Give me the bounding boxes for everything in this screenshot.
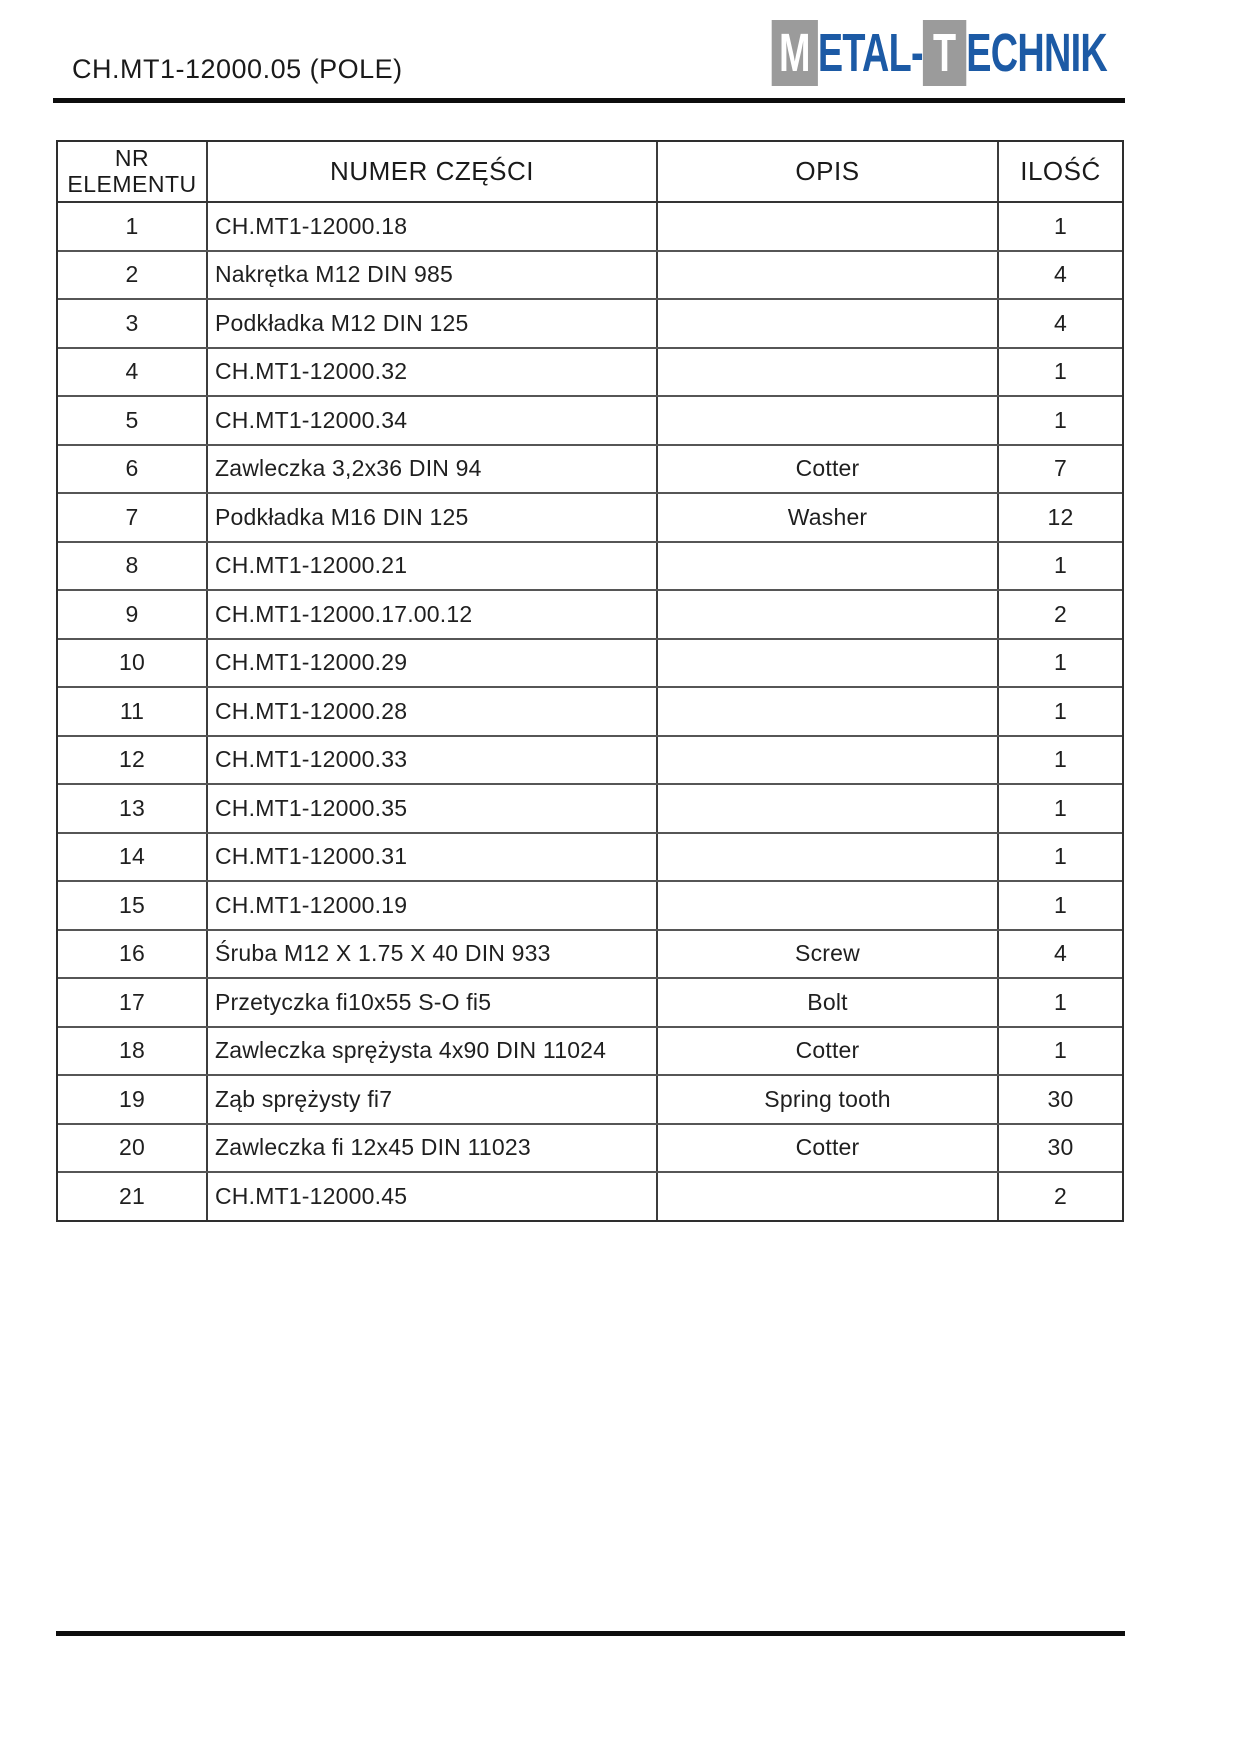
cell-part: Nakrętka M12 DIN 985: [208, 252, 658, 299]
cell-part: CH.MT1-12000.19: [208, 882, 658, 929]
cell-qty: 1: [1054, 746, 1067, 773]
cell-nr: 15: [58, 882, 208, 929]
cell-part: CH.MT1-12000.28: [208, 688, 658, 735]
cell-opis: [658, 882, 999, 929]
cell-qty: 1: [1054, 891, 1067, 918]
table-row: [58, 250, 1122, 299]
logo-letter-m: M: [779, 23, 811, 83]
cell-nr: 2: [58, 252, 208, 299]
table-row: [58, 492, 1122, 541]
cell-part: CH.MT1-12000.34: [208, 397, 658, 444]
cell-part: Zawleczka fi 12x45 DIN 11023: [208, 1125, 658, 1172]
cell-part: CH.MT1-12000.17.00.12: [208, 591, 658, 638]
table-header-row: [58, 142, 1122, 201]
logo-letter-t: T: [933, 23, 957, 83]
cell-nr: 21: [58, 1173, 208, 1220]
cell-part: Przetyczka fi10x55 S-O fi5: [208, 979, 658, 1026]
cell-qty: 4: [1054, 940, 1067, 967]
cell-opis: [658, 252, 999, 299]
cell-opis: [658, 203, 999, 250]
cell-nr: 10: [58, 640, 208, 687]
cell-qty: 30: [1047, 1134, 1074, 1161]
cell-qty: 1: [1054, 406, 1067, 433]
cell-nr: 14: [58, 834, 208, 881]
cell-opis: [658, 640, 999, 687]
table-body: [58, 201, 1122, 1220]
cell-nr: 18: [58, 1028, 208, 1075]
table-row: [58, 589, 1122, 638]
table-row: [58, 298, 1122, 347]
cell-qty: 12: [1047, 503, 1074, 530]
cell-nr: 3: [58, 300, 208, 347]
table-row: [58, 1123, 1122, 1172]
cell-nr: 12: [58, 737, 208, 784]
cell-nr: 4: [58, 349, 208, 396]
cell-opis: [658, 543, 999, 590]
header-divider: [53, 98, 1125, 103]
cell-opis: [658, 300, 999, 347]
cell-nr: 6: [58, 446, 208, 493]
cell-opis: Washer: [658, 494, 999, 541]
table-row: [58, 395, 1122, 444]
cell-qty: 7: [1054, 455, 1067, 482]
table-row: [58, 1074, 1122, 1123]
cell-qty: 1: [1054, 843, 1067, 870]
logo-gray-block-t: [923, 20, 966, 86]
table-row: [58, 929, 1122, 978]
table-row: [58, 832, 1122, 881]
table-row: [58, 977, 1122, 1026]
cell-qty: 2: [1054, 600, 1067, 627]
logo-text-echnik: ECHNIK: [966, 23, 1107, 83]
column-header-ilosc: ILOŚĆ: [1020, 156, 1101, 187]
cell-nr: 16: [58, 931, 208, 978]
cell-part: CH.MT1-12000.32: [208, 349, 658, 396]
cell-opis: [658, 1173, 999, 1220]
table-row: [58, 735, 1122, 784]
cell-part: Śruba M12 X 1.75 X 40 DIN 933: [208, 931, 658, 978]
cell-qty: 4: [1054, 261, 1067, 288]
cell-qty: 1: [1054, 988, 1067, 1015]
cell-opis: [658, 785, 999, 832]
cell-part: Zawleczka 3,2x36 DIN 94: [208, 446, 658, 493]
footer-divider: [56, 1631, 1125, 1636]
column-header-nr-elementu: [58, 142, 208, 201]
cell-part: Zawleczka sprężysta 4x90 DIN 11024: [208, 1028, 658, 1075]
cell-opis: Spring tooth: [658, 1076, 999, 1123]
logo-text-etal: ETAL-: [817, 23, 923, 83]
cell-nr: 11: [58, 688, 208, 735]
cell-opis: Cotter: [658, 1028, 999, 1075]
table-row: [58, 347, 1122, 396]
metal-technik-logo: [772, 20, 1107, 86]
cell-qty: 1: [1054, 552, 1067, 579]
cell-opis: Screw: [658, 931, 999, 978]
table-row: [58, 783, 1122, 832]
cell-part: CH.MT1-12000.45: [208, 1173, 658, 1220]
cell-opis: [658, 349, 999, 396]
cell-opis: Cotter: [658, 446, 999, 493]
cell-part: CH.MT1-12000.31: [208, 834, 658, 881]
table-row: [58, 444, 1122, 493]
cell-nr: 17: [58, 979, 208, 1026]
cell-qty: 30: [1047, 1085, 1074, 1112]
cell-part: Podkładka M16 DIN 125: [208, 494, 658, 541]
cell-nr: 13: [58, 785, 208, 832]
cell-nr: 20: [58, 1125, 208, 1172]
cell-opis: [658, 737, 999, 784]
column-header-numer-czesci: NUMER CZĘŚCI: [208, 142, 658, 201]
cell-opis: Bolt: [658, 979, 999, 1026]
cell-nr: 5: [58, 397, 208, 444]
table-row: [58, 541, 1122, 590]
cell-opis: [658, 688, 999, 735]
page-title: CH.MT1-12000.05 (POLE): [72, 54, 403, 84]
cell-nr: 19: [58, 1076, 208, 1123]
cell-qty: 1: [1054, 794, 1067, 821]
cell-opis: [658, 834, 999, 881]
cell-nr: 7: [58, 494, 208, 541]
cell-part: Ząb sprężysty fi7: [208, 1076, 658, 1123]
cell-qty: 4: [1054, 309, 1067, 336]
cell-part: Podkładka M12 DIN 125: [208, 300, 658, 347]
cell-part: CH.MT1-12000.35: [208, 785, 658, 832]
cell-qty: 1: [1054, 697, 1067, 724]
cell-nr: 1: [58, 203, 208, 250]
parts-table: [56, 140, 1124, 1222]
cell-opis: [658, 591, 999, 638]
table-row: [58, 638, 1122, 687]
cell-part: CH.MT1-12000.33: [208, 737, 658, 784]
cell-qty: 1: [1054, 212, 1067, 239]
table-row: [58, 880, 1122, 929]
cell-qty: 1: [1054, 358, 1067, 385]
table-row: [58, 201, 1122, 250]
cell-nr: 8: [58, 543, 208, 590]
cell-opis: Cotter: [658, 1125, 999, 1172]
header-nr-line2: ELEMENTU: [67, 170, 197, 197]
column-header-opis: OPIS: [658, 142, 999, 201]
table-row: [58, 1026, 1122, 1075]
cell-qty: 1: [1054, 649, 1067, 676]
cell-nr: 9: [58, 591, 208, 638]
table-row: [58, 686, 1122, 735]
cell-qty: 1: [1054, 1037, 1067, 1064]
header-nr-line1: NR: [114, 145, 150, 172]
cell-opis: [658, 397, 999, 444]
cell-part: CH.MT1-12000.21: [208, 543, 658, 590]
logo-gray-block-m: [772, 20, 818, 86]
cell-part: CH.MT1-12000.29: [208, 640, 658, 687]
cell-qty: 2: [1054, 1182, 1067, 1209]
cell-part: CH.MT1-12000.18: [208, 203, 658, 250]
table-row: [58, 1171, 1122, 1220]
